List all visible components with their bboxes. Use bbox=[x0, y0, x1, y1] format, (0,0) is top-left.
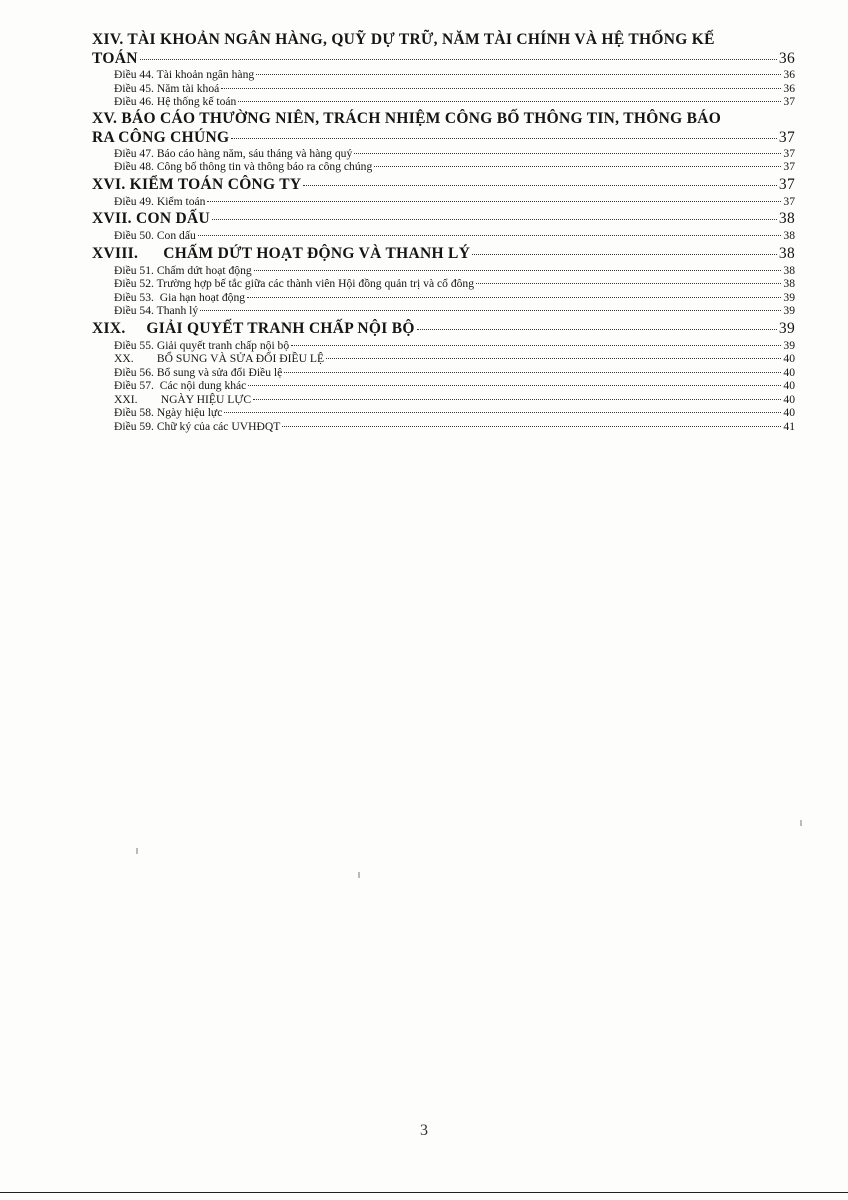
toc-article bbox=[92, 229, 795, 243]
page-ref: 38 bbox=[778, 244, 795, 262]
toc-article bbox=[92, 406, 795, 420]
dot-leader bbox=[354, 153, 781, 154]
dot-leader bbox=[374, 166, 781, 167]
dot-leader bbox=[247, 297, 781, 298]
toc-article bbox=[92, 277, 795, 291]
entry-label: Điều 45. Năm tài khoá bbox=[114, 81, 220, 95]
page-ref: 40 bbox=[783, 365, 795, 379]
dot-leader bbox=[291, 345, 781, 346]
dot-leader bbox=[326, 358, 781, 359]
dot-leader bbox=[303, 185, 776, 186]
entry-label: Điều 58. Ngày hiệu lực bbox=[114, 406, 223, 419]
page-ref: 36 bbox=[783, 68, 795, 81]
entry-label: Điều 54. Thanh lý bbox=[114, 304, 199, 317]
entry-label: XXI. NGÀY HIỆU LỰC bbox=[114, 392, 252, 406]
toc-article bbox=[92, 420, 795, 434]
dot-leader bbox=[248, 385, 781, 386]
section-title-line2: TOÁN bbox=[92, 50, 138, 67]
page-ref: 39 bbox=[778, 319, 795, 337]
page-ref: 36 bbox=[783, 81, 795, 95]
toc-article bbox=[92, 195, 795, 209]
page-ref: 39 bbox=[783, 290, 795, 304]
page-ref: 40 bbox=[783, 392, 795, 406]
toc-section-heading bbox=[92, 318, 795, 339]
toc-article bbox=[92, 304, 795, 318]
entry-label: Điều 52. Trường hợp bế tắc giữa các thành viên Hội đồng quản trị và cổ đông bbox=[114, 277, 475, 290]
toc-section-heading bbox=[92, 109, 795, 147]
dot-leader bbox=[200, 310, 781, 311]
section-title-line1: XIV. TÀI KHOẢN NGÂN HÀNG, QUỸ DỰ TRỮ, NĂM TÀI CHÍNH VÀ HỆ THỐNG KẾ bbox=[92, 31, 715, 48]
entry-label: XVIII. CHẤM DỨT HOẠT ĐỘNG VÀ THANH LÝ bbox=[92, 244, 471, 262]
dot-leader bbox=[253, 399, 781, 400]
toc-article bbox=[92, 68, 795, 82]
page-ref: 40 bbox=[783, 406, 795, 419]
entry-label: XVII. CON DẤU bbox=[92, 210, 211, 227]
toc-article bbox=[92, 147, 795, 161]
page-ref: 37 bbox=[783, 146, 795, 160]
dot-leader bbox=[231, 138, 777, 139]
dot-leader bbox=[238, 101, 781, 102]
entry-label: Điều 50. Con dấu bbox=[114, 229, 196, 242]
page-ref: 37 bbox=[783, 194, 795, 208]
toc-section-heading-small bbox=[92, 352, 795, 366]
entry-label: Điều 55. Giải quyết tranh chấp nội bộ bbox=[114, 338, 290, 352]
toc-section-heading bbox=[92, 174, 795, 195]
page-ref: 40 bbox=[783, 352, 795, 365]
page-ref: 37 bbox=[778, 175, 795, 193]
entry-label: XVI. KIỂM TOÁN CÔNG TY bbox=[92, 175, 302, 193]
entry-label: Điều 51. Chấm dứt hoạt động bbox=[114, 263, 252, 277]
dot-leader bbox=[198, 235, 782, 236]
page-ref: 37 bbox=[778, 128, 795, 146]
dot-leader bbox=[284, 372, 781, 373]
section-title-line2-row bbox=[92, 128, 795, 147]
entry-label: Điều 53. Gia hạn hoạt động bbox=[114, 290, 246, 304]
page-ref: 39 bbox=[783, 304, 795, 317]
page-ref: 38 bbox=[783, 263, 795, 277]
entry-label: Điều 56. Bổ sung và sửa đổi Điều lệ bbox=[114, 365, 283, 379]
section-title-line2-row bbox=[92, 49, 795, 68]
toc-article bbox=[92, 82, 795, 96]
entry-label: Điều 46. Hệ thống kế toán bbox=[114, 95, 237, 108]
dot-leader bbox=[212, 219, 777, 220]
entry-label: XX. BỔ SUNG VÀ SỬA ĐỔI ĐIỀU LỆ bbox=[114, 352, 325, 365]
dot-leader bbox=[221, 88, 781, 89]
dot-leader bbox=[472, 254, 777, 255]
dot-leader bbox=[140, 59, 777, 60]
dot-leader bbox=[224, 412, 781, 413]
toc-article bbox=[92, 379, 795, 393]
toc-article bbox=[92, 160, 795, 174]
bottom-border bbox=[0, 1192, 848, 1193]
page-ref: 38 bbox=[783, 229, 795, 242]
dot-leader bbox=[476, 283, 781, 284]
section-title-line2: RA CÔNG CHÚNG bbox=[92, 128, 230, 146]
page-ref: 38 bbox=[783, 277, 795, 290]
table-of-contents bbox=[92, 30, 795, 433]
toc-article bbox=[92, 264, 795, 278]
dot-leader bbox=[207, 201, 781, 202]
dot-leader bbox=[417, 329, 777, 330]
page-ref: 41 bbox=[783, 419, 795, 433]
page-ref: 38 bbox=[778, 210, 795, 227]
entry-label: Điều 59. Chữ ký của các UVHĐQT bbox=[114, 419, 281, 433]
scan-speck bbox=[136, 848, 138, 854]
page-ref: 37 bbox=[783, 160, 795, 173]
section-title-line1: XV. BÁO CÁO THƯỜNG NIÊN, TRÁCH NHIỆM CÔNG BỐ THÔNG TIN, THÔNG BÁO bbox=[92, 109, 722, 127]
page-ref: 40 bbox=[783, 379, 795, 392]
entry-label: Điều 48. Công bố thông tin và thông báo ra công chúng bbox=[114, 160, 373, 173]
page-number: 3 bbox=[420, 1122, 428, 1139]
dot-leader bbox=[256, 74, 781, 75]
entry-label: Điều 47. Báo cáo hàng năm, sáu tháng và hàng quý bbox=[114, 146, 353, 160]
scan-speck bbox=[358, 872, 360, 878]
toc-article bbox=[92, 366, 795, 380]
page-ref: 37 bbox=[783, 95, 795, 108]
toc-section-heading bbox=[92, 30, 795, 68]
toc-section-heading bbox=[92, 243, 795, 264]
dot-leader bbox=[254, 270, 782, 271]
toc-article bbox=[92, 95, 795, 109]
toc-section-heading-small bbox=[92, 393, 795, 407]
entry-label: Điều 44. Tài khoản ngân hàng bbox=[114, 68, 255, 81]
scan-speck bbox=[800, 820, 802, 826]
entry-label: XIX. GIẢI QUYẾT TRANH CHẤP NỘI BỘ bbox=[92, 319, 415, 337]
page-ref: 36 bbox=[778, 50, 795, 67]
page-ref: 39 bbox=[783, 338, 795, 352]
entry-label: Điều 57. Các nội dung khác bbox=[114, 379, 247, 392]
toc-article bbox=[92, 339, 795, 353]
dot-leader bbox=[282, 426, 781, 427]
toc-section-heading bbox=[92, 208, 795, 229]
entry-label: Điều 49. Kiểm toán bbox=[114, 194, 206, 208]
toc-article bbox=[92, 291, 795, 305]
